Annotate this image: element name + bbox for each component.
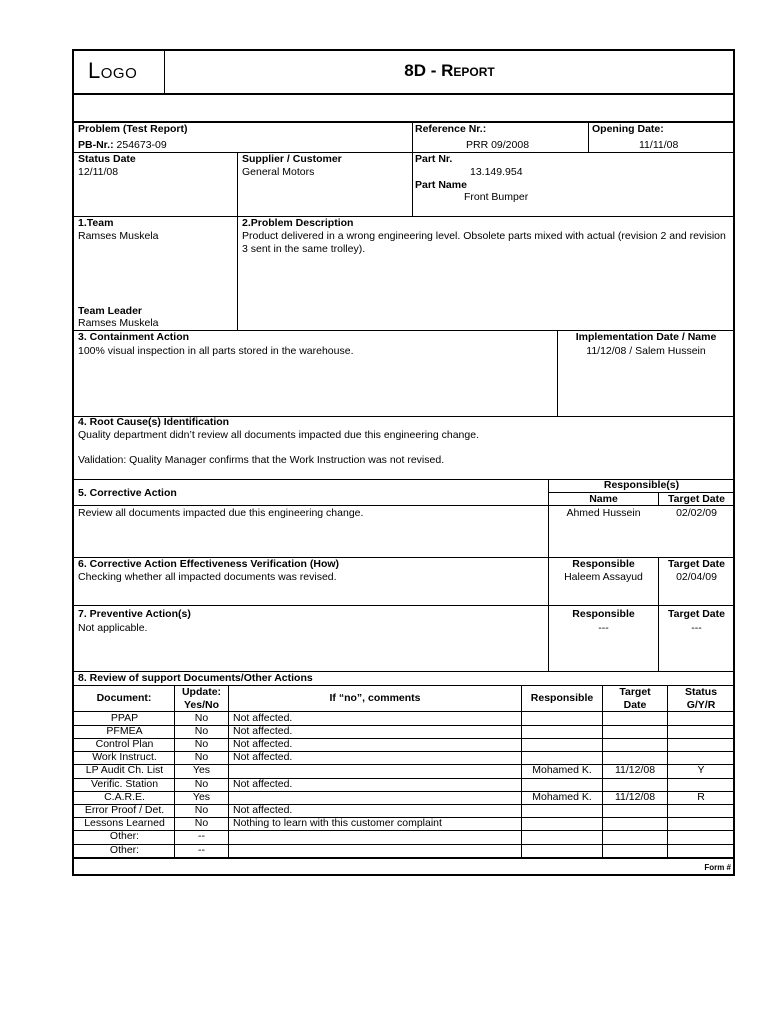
col-comments: If “no”, comments <box>329 692 421 704</box>
row-document: PFMEA <box>106 724 143 737</box>
row-responsible: Mohamed K. <box>532 790 592 803</box>
pb-number <box>78 139 167 152</box>
reference-value: PRR 09/2008 <box>466 139 530 151</box>
implementation-value: 11/12/08 / Salem Hussein <box>586 345 706 357</box>
report-title: 8D - Report <box>404 61 495 80</box>
corrective-label: 5. Corrective Action <box>78 487 177 499</box>
team-leader-label: Team Leader <box>78 305 142 317</box>
row-update: No <box>194 724 209 737</box>
root-cause-validation: Validation: Quality Manager confirms that the Work Instruction was not revised. <box>78 454 445 466</box>
verification-label: 6. Corrective Action Effectiveness Verification (How) <box>78 558 340 570</box>
containment-text: 100% visual inspection in all parts stored in the warehouse. <box>78 345 354 357</box>
row-target-date: 11/12/08 <box>614 790 656 803</box>
pb-label: PB-Nr.: <box>78 139 114 151</box>
verification-text: Checking whether all impacted documents was revised. <box>78 571 337 583</box>
row-document: LP Audit Ch. List <box>85 764 164 777</box>
corrective-target: 02/02/09 <box>676 507 717 519</box>
corrective-name: Ahmed Hussein <box>566 507 641 519</box>
team-leader-value: Ramses Muskela <box>78 317 159 329</box>
row-update: No <box>194 777 209 790</box>
status-date-value: 12/11/08 <box>78 166 119 178</box>
reference-label: Reference Nr.: <box>415 123 487 135</box>
row-update: Yes <box>192 764 211 777</box>
logo: Logo <box>88 58 138 83</box>
row-status: R <box>697 790 705 803</box>
verification-resp-label: Responsible <box>572 558 635 570</box>
row-comment: Not affected. <box>233 737 293 750</box>
row-document: Verific. Station <box>90 777 159 790</box>
row-document: Work Instruct. <box>92 751 157 764</box>
team-label: 1.Team <box>78 217 114 229</box>
verification-target-label: Target Date <box>668 558 725 570</box>
divider <box>237 152 238 330</box>
preventive-label: 7. Preventive Action(s) <box>78 608 191 620</box>
row-document: PPAP <box>110 711 139 724</box>
col-target-2: Date <box>623 699 647 711</box>
row-update: -- <box>198 830 205 843</box>
row-comment: Nothing to learn with this customer complaint <box>233 817 442 830</box>
preventive-text: Not applicable. <box>78 622 148 634</box>
row-comment: Not affected. <box>233 803 293 816</box>
row-update: No <box>194 803 209 816</box>
divider <box>72 605 735 606</box>
col-responsible: Responsible <box>530 692 594 704</box>
row-responsible: Mohamed K. <box>532 764 592 777</box>
col-status-2: G/Y/R <box>686 699 716 711</box>
implementation-label: Implementation Date / Name <box>575 331 717 343</box>
row-update: No <box>194 737 209 750</box>
col-update-2: Yes/No <box>183 699 220 711</box>
root-cause-label: 4. Root Cause(s) Identification <box>78 416 230 428</box>
part-nr-value: 13.149.954 <box>470 166 523 178</box>
col-update-1: Update: <box>181 686 222 698</box>
preventive-target-value: --- <box>691 622 702 634</box>
preventive-resp-label: Responsible <box>572 608 635 620</box>
row-comment: Not affected. <box>233 777 293 790</box>
problem-description-text: Product delivered in a wrong engineering level. Obsolete parts mixed with actual (revision 2 and revision 3 sent in the same trolley). <box>242 230 726 255</box>
corrective-text: Review all documents impacted due this engineering change. <box>78 507 364 519</box>
divider <box>72 152 735 153</box>
row-update: No <box>194 817 209 830</box>
divider <box>588 122 589 152</box>
review-label: 8. Review of support Documents/Other Actions <box>78 672 313 684</box>
row-document: Other: <box>109 830 140 843</box>
row-target-date: 11/12/08 <box>614 764 656 777</box>
responsibles-label: Responsible(s) <box>603 479 680 491</box>
problem-label: Problem (Test Report) <box>78 123 188 135</box>
containment-label: 3. Containment Action <box>78 331 190 343</box>
row-update: Yes <box>192 790 211 803</box>
status-date-label: Status Date <box>78 153 136 165</box>
supplier-value: General Motors <box>242 166 315 178</box>
col-target-1: Target <box>619 686 651 698</box>
form-number-label: Form # <box>704 863 731 872</box>
opening-date-value: 11/11/08 <box>639 139 679 151</box>
verification-resp-value: Haleem Assayud <box>564 571 643 583</box>
team-member: Ramses Muskela <box>78 230 159 242</box>
opening-date-label: Opening Date: <box>592 123 664 135</box>
part-name-value: Front Bumper <box>464 191 529 203</box>
target-date-header: Target Date <box>668 493 725 505</box>
row-comment: Not affected. <box>233 751 293 764</box>
row-document: Other: <box>109 843 140 856</box>
divider <box>412 122 413 216</box>
pb-value: 254673-09 <box>116 139 167 151</box>
root-cause-text: Quality department didn’t review all documents impacted due this engineering change. <box>78 429 479 441</box>
preventive-resp-value: --- <box>598 622 609 634</box>
divider <box>72 216 735 217</box>
row-document: Lessons Learned <box>84 817 165 830</box>
supplier-label: Supplier / Customer <box>242 153 342 165</box>
row-document: C.A.R.E. <box>104 790 145 803</box>
divider <box>72 857 735 859</box>
row-update: No <box>194 711 209 724</box>
part-name-label: Part Name <box>415 179 467 191</box>
problem-description-label: 2.Problem Description <box>242 217 354 229</box>
verification-target-value: 02/04/09 <box>676 571 717 583</box>
divider <box>72 93 735 95</box>
row-comment: Not affected. <box>233 711 293 724</box>
name-header: Name <box>589 493 618 505</box>
row-document: Control Plan <box>95 737 154 750</box>
preventive-target-label: Target Date <box>668 608 725 620</box>
row-document: Error Proof / Det. <box>84 803 165 816</box>
row-update: No <box>194 751 209 764</box>
row-comment: Not affected. <box>233 724 293 737</box>
row-update: -- <box>198 843 205 856</box>
col-status-1: Status <box>684 686 718 698</box>
col-document: Document: <box>96 692 152 704</box>
row-status: Y <box>697 764 705 777</box>
part-nr-label: Part Nr. <box>415 153 453 165</box>
